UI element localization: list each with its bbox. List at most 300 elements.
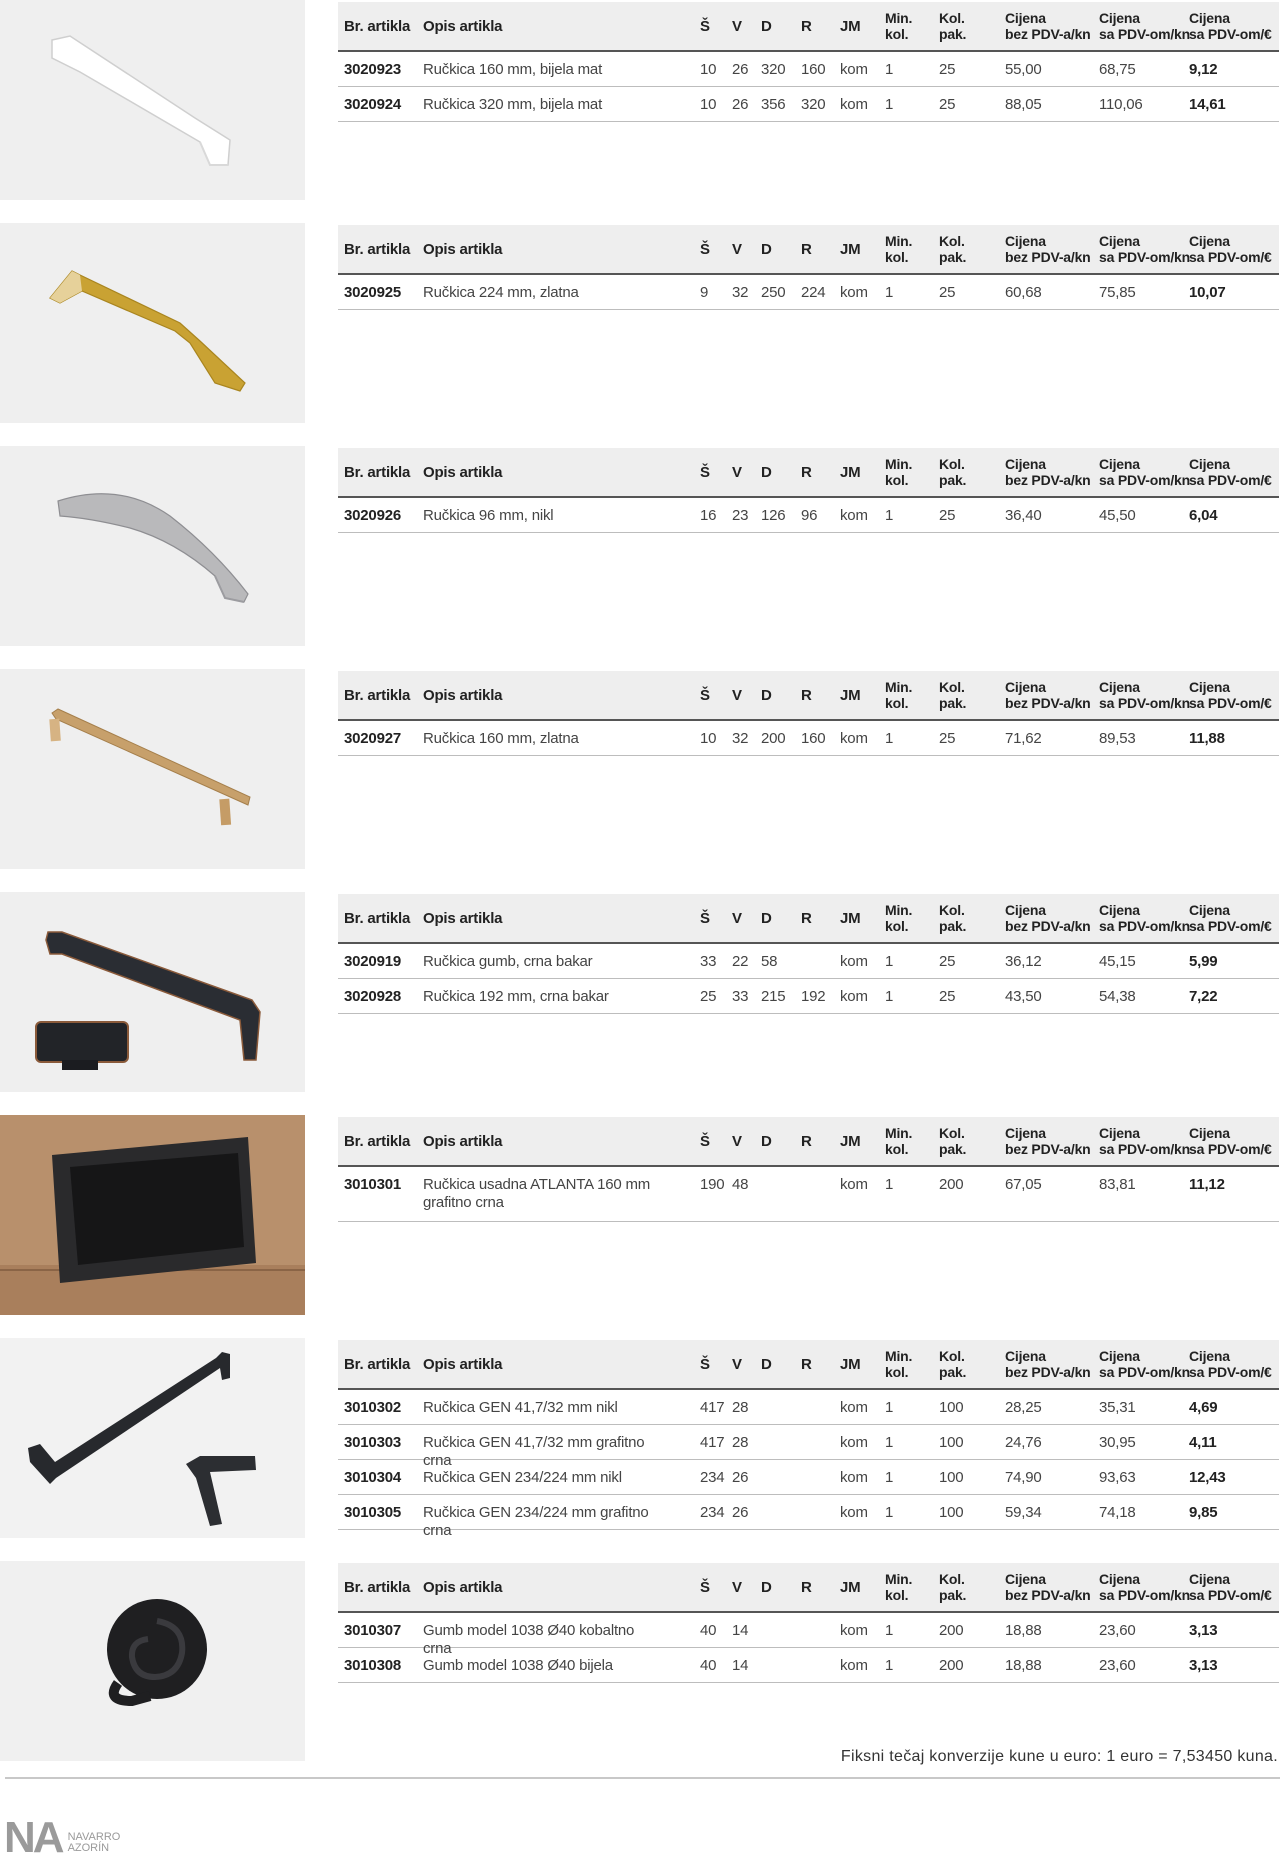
cell-article-code: 3020923 — [344, 61, 401, 78]
header-price-vat-kn-text: sa PDV-om/kn — [1099, 1364, 1190, 1380]
table-row — [338, 1390, 1279, 1425]
header-s — [700, 448, 710, 496]
cell-v: 14 — [732, 1622, 749, 1639]
table-row — [338, 1460, 1279, 1495]
header-pack-qty-text: pak. — [939, 26, 967, 42]
header-code — [344, 448, 410, 496]
header-v-text: V — [732, 909, 742, 927]
cell-price-vat-eur: 12,43 — [1189, 1469, 1226, 1486]
header-price-vat-eur-text: Cijena — [1189, 10, 1230, 26]
cell-s: 16 — [700, 507, 717, 524]
cell-r: 96 — [801, 507, 818, 524]
header-r — [801, 225, 812, 273]
header-min-qty-text: kol. — [885, 472, 909, 488]
cell-unit: kom — [840, 507, 868, 524]
product-block-6 — [0, 1115, 1280, 1315]
cell-min-qty: 1 — [885, 96, 894, 113]
header-d-text: D — [761, 17, 772, 35]
header-code — [344, 225, 410, 273]
header-pack-qty-text: Kol. — [939, 456, 965, 472]
cell-price-vat-kn: 68,75 — [1099, 61, 1136, 78]
header-min-qty-text: kol. — [885, 1141, 909, 1157]
cell-unit: kom — [840, 1622, 868, 1639]
header-d — [761, 448, 772, 496]
cell-price-vat-kn: 89,53 — [1099, 730, 1136, 747]
cell-article-code: 3020927 — [344, 730, 401, 747]
header-min-qty-text: Min. — [885, 233, 913, 249]
header-min-qty-text: kol. — [885, 695, 909, 711]
cell-s: 234 — [700, 1469, 725, 1486]
header-price-vat-kn — [1099, 225, 1190, 273]
cell-price-no-vat-kn: 43,50 — [1005, 988, 1042, 1005]
brand-name-line2: AZORÍN — [67, 1842, 110, 1854]
table-header — [338, 1563, 1279, 1613]
header-description — [423, 1563, 502, 1611]
cell-v: 28 — [732, 1399, 749, 1416]
header-min-qty — [885, 671, 912, 719]
cell-price-no-vat-kn: 28,25 — [1005, 1399, 1042, 1416]
header-pack-qty-text: pak. — [939, 1587, 967, 1603]
header-price-vat-kn-text: sa PDV-om/kn — [1099, 695, 1190, 711]
table-row — [338, 1425, 1279, 1469]
header-price-no-vat-kn-text: bez PDV-a/kn — [1005, 26, 1091, 42]
cell-pack-qty: 100 — [939, 1434, 964, 1451]
header-description-text: Opis artikla — [423, 1578, 503, 1596]
header-jm-text: JM — [840, 686, 861, 704]
header-v-text: V — [732, 1578, 742, 1596]
header-jm — [840, 1117, 860, 1165]
header-v-text: V — [732, 686, 742, 704]
header-min-qty-text: Min. — [885, 679, 913, 695]
cell-s: 190 — [700, 1176, 725, 1193]
header-d — [761, 1563, 772, 1611]
product-block-3 — [0, 446, 1280, 646]
header-d-text: D — [761, 1132, 772, 1150]
cell-d: 200 — [761, 730, 786, 747]
header-price-vat-kn-text: Cijena — [1099, 456, 1140, 472]
header-price-vat-eur — [1189, 894, 1272, 942]
table-row — [338, 1648, 1279, 1683]
header-v — [732, 2, 742, 50]
header-price-vat-kn-text: sa PDV-om/kn — [1099, 26, 1190, 42]
header-price-vat-kn-text: Cijena — [1099, 1348, 1140, 1364]
cell-min-qty: 1 — [885, 1176, 894, 1193]
header-description — [423, 225, 502, 273]
header-pack-qty-text: pak. — [939, 1364, 967, 1380]
cell-price-vat-eur: 3,13 — [1189, 1657, 1218, 1674]
header-min-qty — [885, 1563, 912, 1611]
cell-price-vat-kn: 83,81 — [1099, 1176, 1136, 1193]
cell-pack-qty: 25 — [939, 730, 956, 747]
cell-price-no-vat-kn: 36,40 — [1005, 507, 1042, 524]
brand-mark: NA — [4, 1813, 62, 1862]
header-min-qty-text: Min. — [885, 1125, 913, 1141]
header-price-no-vat-kn-text: bez PDV-a/kn — [1005, 1587, 1091, 1603]
cell-v: 14 — [732, 1657, 749, 1674]
header-price-no-vat-kn-text: Cijena — [1005, 456, 1046, 472]
header-r — [801, 894, 812, 942]
header-d-text: D — [761, 463, 772, 481]
header-price-vat-kn — [1099, 671, 1190, 719]
header-description-text: Opis artikla — [423, 463, 503, 481]
header-code — [344, 1563, 410, 1611]
header-code-text: Br. artikla — [344, 17, 411, 35]
cell-price-no-vat-kn: 67,05 — [1005, 1176, 1042, 1193]
cell-v: 28 — [732, 1434, 749, 1451]
cell-price-vat-kn: 30,95 — [1099, 1434, 1136, 1451]
product-table-7 — [338, 1340, 1279, 1539]
header-pack-qty — [939, 448, 966, 496]
cell-description: Gumb model 1038 Ø40 kobaltno crna — [423, 1622, 635, 1657]
cell-unit: kom — [840, 96, 868, 113]
cell-d: 215 — [761, 988, 786, 1005]
header-description-text: Opis artikla — [423, 240, 503, 258]
header-description — [423, 1340, 502, 1388]
header-description — [423, 671, 502, 719]
cell-r: 224 — [801, 284, 826, 301]
header-price-vat-kn-text: sa PDV-om/kn — [1099, 249, 1190, 265]
header-price-vat-kn — [1099, 448, 1190, 496]
header-s — [700, 1563, 710, 1611]
header-min-qty-text: kol. — [885, 918, 909, 934]
header-jm — [840, 448, 860, 496]
header-price-vat-kn — [1099, 1340, 1190, 1388]
header-v-text: V — [732, 17, 742, 35]
header-pack-qty-text: Kol. — [939, 1348, 965, 1364]
footer-divider — [5, 1777, 1280, 1779]
cell-article-code: 3020926 — [344, 507, 401, 524]
cell-description: Ručkica GEN 234/224 mm nikl — [423, 1469, 622, 1486]
header-v — [732, 671, 742, 719]
cell-price-no-vat-kn: 36,12 — [1005, 953, 1042, 970]
header-v-text: V — [732, 1132, 742, 1150]
table-header — [338, 671, 1279, 721]
header-code-text: Br. artikla — [344, 463, 411, 481]
cell-min-qty: 1 — [885, 61, 894, 78]
header-s-text: Š — [700, 909, 710, 927]
header-min-qty-text: Min. — [885, 456, 913, 472]
cell-price-vat-kn: 35,31 — [1099, 1399, 1136, 1416]
table-header — [338, 225, 1279, 275]
header-r — [801, 2, 812, 50]
cell-price-vat-eur: 7,22 — [1189, 988, 1218, 1005]
header-price-no-vat-kn — [1005, 2, 1091, 50]
table-row — [338, 721, 1279, 756]
cell-pack-qty: 25 — [939, 284, 956, 301]
header-price-vat-kn-text: Cijena — [1099, 10, 1140, 26]
cell-pack-qty: 100 — [939, 1399, 964, 1416]
cell-d: 250 — [761, 284, 786, 301]
header-r — [801, 1563, 812, 1611]
header-min-qty-text: Min. — [885, 10, 913, 26]
product-table-4 — [338, 671, 1279, 756]
cell-pack-qty: 200 — [939, 1176, 964, 1193]
cell-price-no-vat-kn: 74,90 — [1005, 1469, 1042, 1486]
cell-pack-qty: 100 — [939, 1469, 964, 1486]
header-pack-qty — [939, 1563, 966, 1611]
table-header — [338, 448, 1279, 498]
header-price-vat-kn-text: Cijena — [1099, 1125, 1140, 1141]
product-image-black-copper-handle — [0, 892, 305, 1092]
cell-s: 10 — [700, 96, 717, 113]
header-d — [761, 671, 772, 719]
cell-price-vat-kn: 45,50 — [1099, 507, 1136, 524]
header-pack-qty-text: Kol. — [939, 10, 965, 26]
cell-unit: kom — [840, 988, 868, 1005]
header-s-text: Š — [700, 1132, 710, 1150]
header-v-text: V — [732, 240, 742, 258]
header-v — [732, 448, 742, 496]
header-price-no-vat-kn-text: Cijena — [1005, 679, 1046, 695]
header-s-text: Š — [700, 686, 710, 704]
cell-price-no-vat-kn: 55,00 — [1005, 61, 1042, 78]
header-r-text: R — [801, 909, 812, 927]
header-min-qty-text: kol. — [885, 1364, 909, 1380]
header-price-vat-eur-text: sa PDV-om/€ — [1189, 26, 1272, 42]
cell-pack-qty: 25 — [939, 507, 956, 524]
header-d — [761, 2, 772, 50]
cell-v: 22 — [732, 953, 749, 970]
table-row — [338, 275, 1279, 310]
header-price-no-vat-kn — [1005, 448, 1091, 496]
cell-price-no-vat-kn: 60,68 — [1005, 284, 1042, 301]
header-r — [801, 448, 812, 496]
header-jm-text: JM — [840, 463, 861, 481]
product-image-gold-bar-handle — [0, 669, 305, 869]
cell-article-code: 3020919 — [344, 953, 401, 970]
cell-min-qty: 1 — [885, 284, 894, 301]
header-price-vat-eur-text: sa PDV-om/€ — [1189, 1364, 1272, 1380]
cell-s: 33 — [700, 953, 717, 970]
header-v — [732, 894, 742, 942]
header-r-text: R — [801, 240, 812, 258]
header-min-qty — [885, 225, 912, 273]
cell-price-vat-kn: 74,18 — [1099, 1504, 1136, 1521]
header-v — [732, 1117, 742, 1165]
cell-unit: kom — [840, 1657, 868, 1674]
header-pack-qty-text: pak. — [939, 695, 967, 711]
cell-v: 26 — [732, 1469, 749, 1486]
cell-pack-qty: 200 — [939, 1657, 964, 1674]
table-row — [338, 979, 1279, 1014]
header-s-text: Š — [700, 463, 710, 481]
table-row — [338, 944, 1279, 979]
cell-price-vat-eur: 9,12 — [1189, 61, 1218, 78]
header-price-no-vat-kn — [1005, 1117, 1091, 1165]
header-price-vat-kn-text: Cijena — [1099, 233, 1140, 249]
table-header — [338, 1340, 1279, 1390]
header-s — [700, 225, 710, 273]
cell-price-no-vat-kn: 71,62 — [1005, 730, 1042, 747]
header-description-text: Opis artikla — [423, 1132, 503, 1150]
cell-price-vat-eur: 5,99 — [1189, 953, 1218, 970]
header-price-vat-kn — [1099, 2, 1190, 50]
cell-s: 234 — [700, 1504, 725, 1521]
cell-price-vat-eur: 11,88 — [1189, 730, 1225, 747]
cell-price-vat-kn: 93,63 — [1099, 1469, 1136, 1486]
header-min-qty — [885, 1117, 912, 1165]
header-d-text: D — [761, 686, 772, 704]
cell-unit: kom — [840, 1434, 868, 1451]
cell-d: 356 — [761, 96, 786, 113]
cell-article-code: 3020928 — [344, 988, 401, 1005]
header-jm — [840, 894, 860, 942]
header-price-vat-eur — [1189, 1340, 1272, 1388]
header-price-vat-eur-text: Cijena — [1189, 1571, 1230, 1587]
header-pack-qty-text: Kol. — [939, 1125, 965, 1141]
cell-unit: kom — [840, 953, 868, 970]
cell-article-code: 3010303 — [344, 1434, 401, 1451]
cell-price-vat-kn: 54,38 — [1099, 988, 1136, 1005]
header-min-qty — [885, 894, 912, 942]
header-jm-text: JM — [840, 240, 861, 258]
header-pack-qty — [939, 671, 966, 719]
currency-conversion-note: Fiksni tečaj konverzije kune u euro: 1 euro = 7,53450 kuna. — [840, 1748, 1278, 1765]
header-price-vat-eur-text: Cijena — [1189, 679, 1230, 695]
cell-article-code: 3010308 — [344, 1657, 401, 1674]
cell-description: Ručkica 160 mm, bijela mat — [423, 61, 603, 78]
header-price-vat-eur — [1189, 1563, 1272, 1611]
header-price-vat-eur-text: sa PDV-om/€ — [1189, 1141, 1272, 1157]
brand-logo — [4, 1813, 121, 1862]
header-description — [423, 2, 502, 50]
cell-r: 160 — [801, 61, 826, 78]
cell-d: 126 — [761, 507, 786, 524]
product-table-8 — [338, 1563, 1279, 1683]
header-price-no-vat-kn-text: bez PDV-a/kn — [1005, 918, 1091, 934]
header-price-no-vat-kn — [1005, 1340, 1091, 1388]
cell-price-vat-eur: 14,61 — [1189, 96, 1226, 113]
header-code — [344, 2, 410, 50]
header-price-vat-eur-text: Cijena — [1189, 902, 1230, 918]
header-price-no-vat-kn-text: bez PDV-a/kn — [1005, 1364, 1091, 1380]
cell-min-qty: 1 — [885, 730, 894, 747]
product-table-6 — [338, 1117, 1279, 1222]
cell-price-no-vat-kn: 18,88 — [1005, 1657, 1042, 1674]
product-table-2 — [338, 225, 1279, 310]
product-image-nickel-handle — [0, 446, 305, 646]
cell-price-vat-kn: 110,06 — [1099, 96, 1143, 113]
header-pack-qty-text: pak. — [939, 249, 967, 265]
cell-v: 26 — [732, 1504, 749, 1521]
header-price-vat-eur-text: sa PDV-om/€ — [1189, 472, 1272, 488]
header-price-vat-eur — [1189, 1117, 1272, 1165]
header-description-text: Opis artikla — [423, 1355, 503, 1373]
cell-unit: kom — [840, 61, 868, 78]
cell-v: 32 — [732, 284, 749, 301]
header-jm — [840, 2, 860, 50]
product-block-4 — [0, 669, 1280, 869]
cell-r: 160 — [801, 730, 826, 747]
table-row — [338, 1613, 1279, 1657]
cell-s: 40 — [700, 1657, 717, 1674]
header-pack-qty-text: pak. — [939, 472, 967, 488]
cell-article-code: 3010302 — [344, 1399, 401, 1416]
cell-min-qty: 1 — [885, 1504, 894, 1521]
table-row — [338, 1167, 1279, 1222]
product-image-white-handle — [0, 0, 305, 200]
cell-description: Ručkica 160 mm, zlatna — [423, 730, 579, 747]
cell-min-qty: 1 — [885, 1469, 894, 1486]
table-row — [338, 87, 1279, 122]
header-price-no-vat-kn-text: Cijena — [1005, 1571, 1046, 1587]
header-code — [344, 1340, 410, 1388]
cell-v: 48 — [732, 1176, 749, 1193]
header-s-text: Š — [700, 240, 710, 258]
cell-pack-qty: 25 — [939, 96, 956, 113]
cell-min-qty: 1 — [885, 1434, 894, 1451]
header-min-qty — [885, 448, 912, 496]
header-pack-qty — [939, 2, 966, 50]
header-code-text: Br. artikla — [344, 909, 411, 927]
cell-price-vat-eur: 4,11 — [1189, 1434, 1217, 1451]
header-jm-text: JM — [840, 1132, 861, 1150]
cell-pack-qty: 25 — [939, 988, 956, 1005]
product-table-1 — [338, 2, 1279, 122]
cell-v: 33 — [732, 988, 749, 1005]
header-description — [423, 448, 502, 496]
header-price-vat-eur-text: Cijena — [1189, 233, 1230, 249]
cell-price-vat-eur: 11,12 — [1189, 1176, 1225, 1193]
header-price-no-vat-kn — [1005, 225, 1091, 273]
header-min-qty-text: Min. — [885, 902, 913, 918]
cell-price-vat-eur: 6,04 — [1189, 507, 1218, 524]
header-description-text: Opis artikla — [423, 686, 503, 704]
cell-description: Gumb model 1038 Ø40 bijela — [423, 1657, 613, 1674]
table-row — [338, 52, 1279, 87]
cell-price-vat-kn: 75,85 — [1099, 284, 1136, 301]
header-pack-qty — [939, 1340, 966, 1388]
cell-v: 26 — [732, 61, 749, 78]
cell-min-qty: 1 — [885, 1657, 894, 1674]
header-min-qty-text: kol. — [885, 26, 909, 42]
cell-description: Ručkica usadna ATLANTA 160 mm grafitno crna — [423, 1176, 651, 1211]
header-description — [423, 894, 502, 942]
header-s-text: Š — [700, 1578, 710, 1596]
header-r-text: R — [801, 463, 812, 481]
header-price-vat-eur — [1189, 225, 1272, 273]
header-r — [801, 671, 812, 719]
header-pack-qty-text: Kol. — [939, 679, 965, 695]
cell-pack-qty: 25 — [939, 953, 956, 970]
header-price-no-vat-kn-text: Cijena — [1005, 233, 1046, 249]
header-s — [700, 1117, 710, 1165]
cell-price-vat-eur: 3,13 — [1189, 1622, 1218, 1639]
header-code — [344, 671, 410, 719]
header-v-text: V — [732, 463, 742, 481]
header-v-text: V — [732, 1355, 742, 1373]
product-block-1 — [0, 0, 1280, 200]
cell-unit: kom — [840, 1176, 868, 1193]
header-s — [700, 671, 710, 719]
product-block-7 — [0, 1338, 1280, 1538]
cell-v: 32 — [732, 730, 749, 747]
cell-article-code: 3010301 — [344, 1176, 401, 1193]
cell-min-qty: 1 — [885, 507, 894, 524]
header-pack-qty — [939, 1117, 966, 1165]
cell-unit: kom — [840, 730, 868, 747]
header-price-no-vat-kn — [1005, 894, 1091, 942]
header-price-vat-kn — [1099, 1563, 1190, 1611]
product-block-8 — [0, 1561, 1280, 1761]
product-image-recessed-handle — [0, 1115, 305, 1315]
cell-article-code: 3020925 — [344, 284, 401, 301]
header-price-vat-kn-text: sa PDV-om/kn — [1099, 472, 1190, 488]
header-price-vat-eur-text: Cijena — [1189, 1125, 1230, 1141]
header-description-text: Opis artikla — [423, 909, 503, 927]
header-price-no-vat-kn-text: bez PDV-a/kn — [1005, 1141, 1091, 1157]
cell-price-vat-kn: 23,60 — [1099, 1622, 1136, 1639]
